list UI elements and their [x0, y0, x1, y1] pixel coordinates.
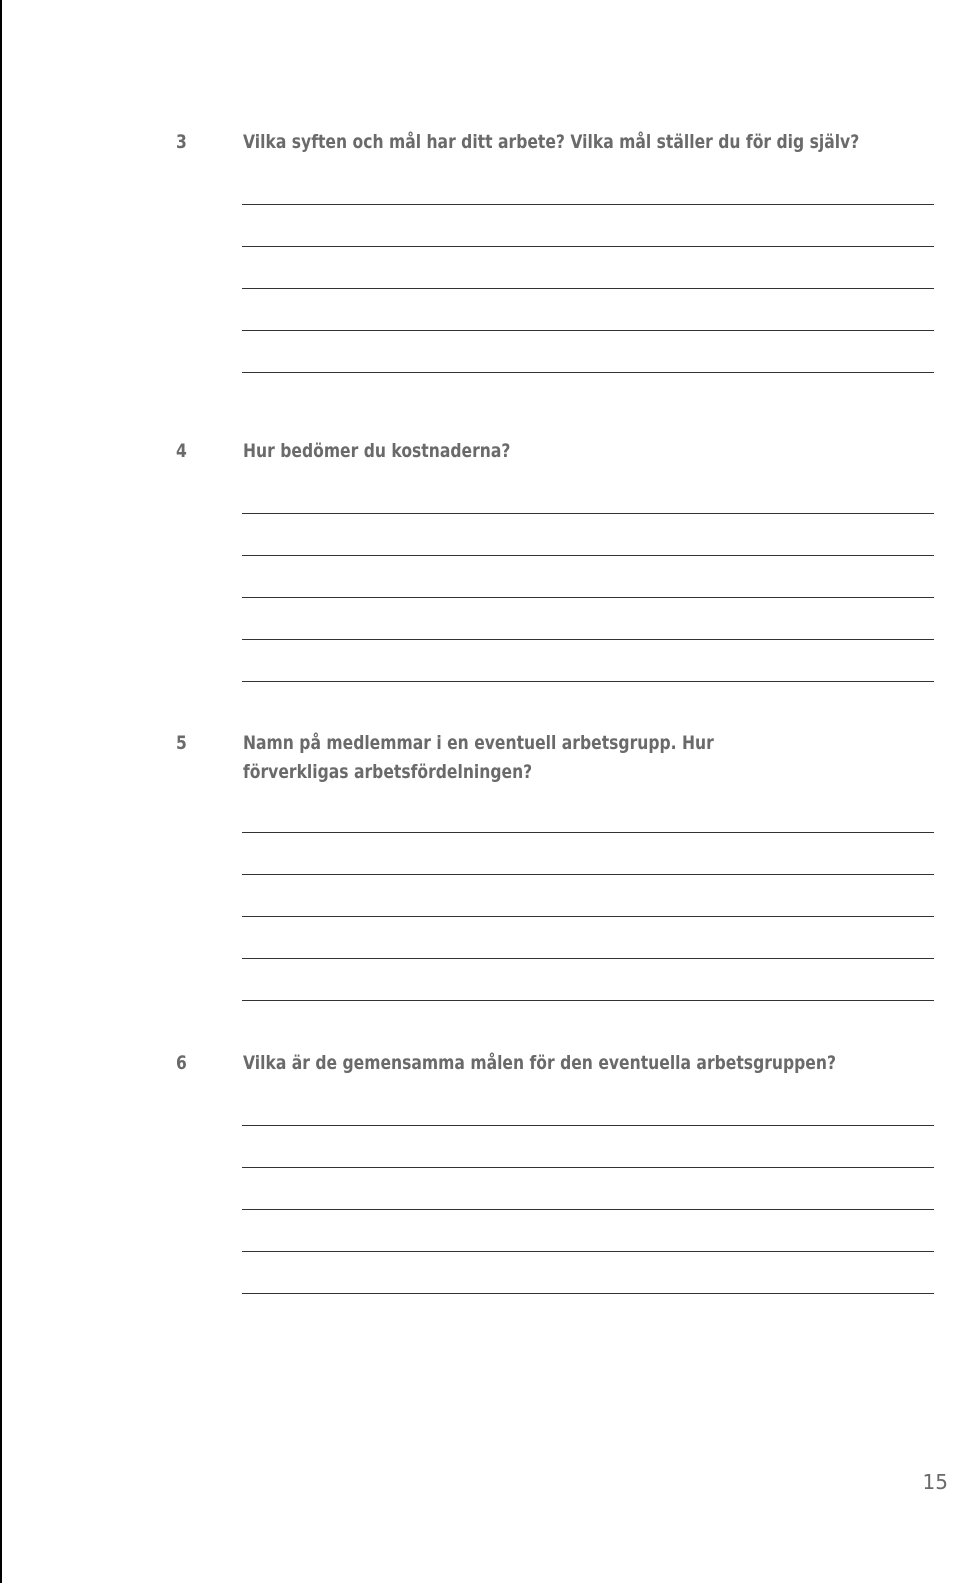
answer-line-3-2[interactable]	[242, 246, 934, 247]
answer-line-6-2[interactable]	[242, 1167, 934, 1168]
answer-line-5-1[interactable]	[242, 832, 934, 833]
answer-line-3-1[interactable]	[242, 204, 934, 205]
page-left-border	[0, 0, 2, 1583]
answer-line-6-3[interactable]	[242, 1209, 934, 1210]
question-number: 4	[176, 440, 187, 462]
answer-line-6-5[interactable]	[242, 1293, 934, 1294]
question-text: Namn på medlemmar i en eventuell arbetsgrupp. Hur förverkligas arbetsfördelningen?	[243, 732, 714, 783]
answer-line-6-1[interactable]	[242, 1125, 934, 1126]
question-number: 5	[176, 732, 187, 754]
answer-line-4-5[interactable]	[242, 681, 934, 682]
answer-line-4-2[interactable]	[242, 555, 934, 556]
answer-line-3-4[interactable]	[242, 330, 934, 331]
answer-line-5-3[interactable]	[242, 916, 934, 917]
answer-line-3-3[interactable]	[242, 288, 934, 289]
answer-line-5-4[interactable]	[242, 958, 934, 959]
question-number: 3	[176, 131, 187, 153]
answer-line-5-5[interactable]	[242, 1000, 934, 1001]
question-text: Vilka är de gemensamma målen för den eventuella arbetsgruppen?	[243, 1052, 837, 1074]
question-text: Hur bedömer du kostnaderna?	[243, 440, 511, 462]
question-number: 6	[176, 1052, 187, 1074]
page-number: 15	[922, 1470, 948, 1494]
answer-line-5-2[interactable]	[242, 874, 934, 875]
answer-line-6-4[interactable]	[242, 1251, 934, 1252]
answer-line-4-3[interactable]	[242, 597, 934, 598]
answer-line-4-1[interactable]	[242, 513, 934, 514]
answer-line-4-4[interactable]	[242, 639, 934, 640]
question-text: Vilka syften och mål har ditt arbete? Vilka mål ställer du för dig själv?	[243, 131, 860, 153]
answer-line-3-5[interactable]	[242, 372, 934, 373]
